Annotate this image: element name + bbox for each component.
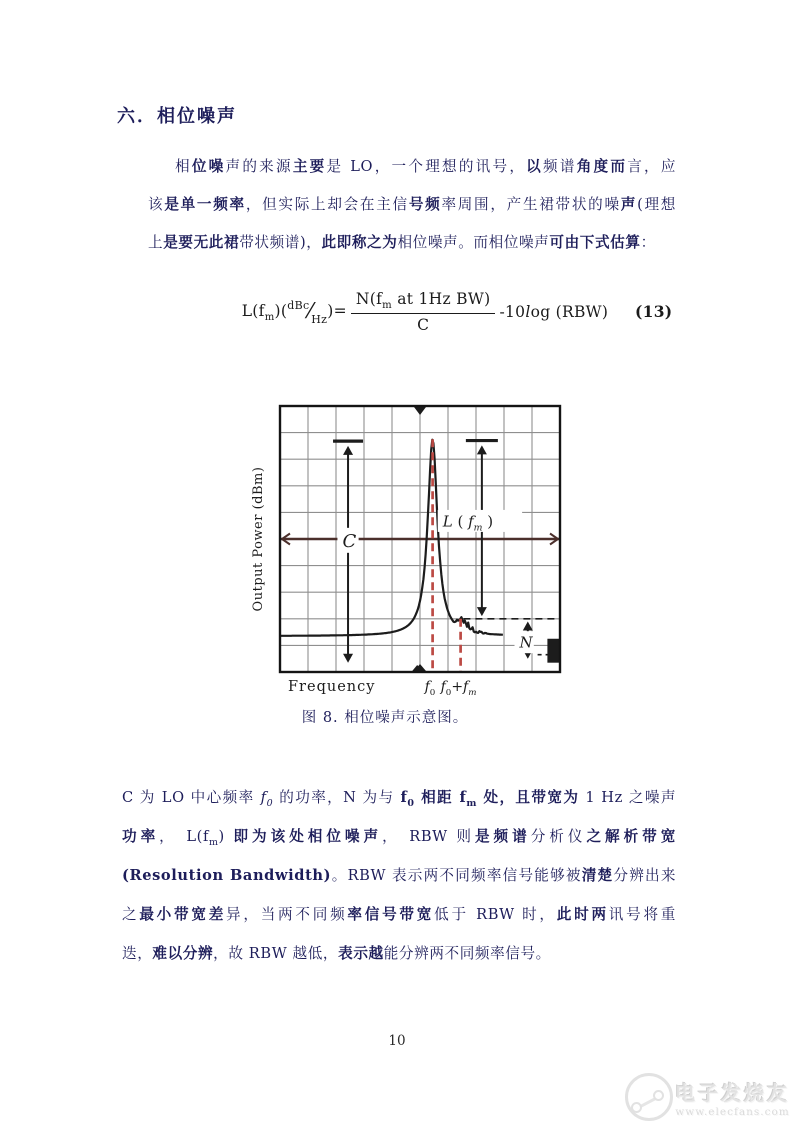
text-line: C 为 LO 中心频率 $f_0$ 的功率，N 为与 $f_0$ 相距 $f_m$ 处，且带宽为 1 Hz 之噪声 bbox=[122, 789, 677, 809]
text-line: 上是要无此裙带状频谱)，此即称之为相位噪声。而相位噪声可由下式估算： bbox=[148, 234, 656, 251]
fraction-denominator: C bbox=[417, 316, 430, 335]
figure-8 bbox=[247, 400, 577, 700]
text-line: 迭，难以分辨，故 RBW 越低，表示越能分辨两不同频率信号。 bbox=[122, 945, 551, 962]
svg-text:Output Power (dBm): Output Power (dBm) bbox=[251, 466, 266, 612]
text-line: 该是单一频率，但实际上却会在主信号频率周围，产生裙带状的噪声(理想 bbox=[148, 196, 676, 213]
svg-text:C: C bbox=[342, 530, 357, 552]
page-number: 10 bbox=[388, 1033, 406, 1049]
watermark-site: www.elecfans.com bbox=[675, 1105, 790, 1118]
intro-paragraph bbox=[148, 148, 676, 262]
dbc-per-hz-unit: $^{dBc}⁄_{Hz}$ bbox=[287, 298, 328, 326]
equation-lhs: $L(f_m)(^{dBc}⁄_{Hz})=$ bbox=[241, 298, 347, 326]
svg-text:L ( fm ): L ( $f_m$ ) bbox=[442, 512, 494, 534]
elecfans-logo-icon bbox=[625, 1073, 673, 1121]
fraction-numerator: $N(f_m$ at 1Hz BW) bbox=[351, 290, 496, 314]
section-heading: 六．相位噪声 bbox=[117, 106, 237, 127]
svg-text:f0+fm: $f_0+f_m$ bbox=[440, 679, 477, 698]
text-line: 之最小带宽差异，当两不同频率信号带宽低于 RBW 时，此时两讯号将重 bbox=[122, 906, 676, 923]
watermark-brand: 电子发烧友 bbox=[675, 1080, 790, 1105]
text-line: 功率， $L(f_m)$ 即为该处相位噪声， RBW 则是频谱分析仪之解析带宽 bbox=[122, 828, 676, 848]
watermark bbox=[625, 1073, 790, 1121]
equation-13 bbox=[145, 284, 705, 340]
equation-fraction bbox=[351, 290, 496, 334]
equation-tail: -10log (RBW) bbox=[499, 303, 609, 321]
svg-text:N: N bbox=[519, 633, 533, 652]
figure-caption: 图 8. 相位噪声示意图。 bbox=[301, 710, 469, 726]
svg-text:Frequency: Frequency bbox=[288, 679, 376, 695]
equation-number: (13) bbox=[635, 302, 673, 321]
body-paragraph bbox=[122, 778, 676, 973]
text-line: (Resolution Bandwidth)。RBW 表示两不同频率信号能够被清楚分辨出来 bbox=[122, 867, 677, 884]
svg-text:f0: $f_0$ bbox=[424, 679, 436, 698]
phase-noise-chart bbox=[247, 400, 577, 700]
text-line: 相位噪声的来源主要是 LO，一个理想的讯号，以频谱角度而言，应 bbox=[175, 158, 677, 175]
